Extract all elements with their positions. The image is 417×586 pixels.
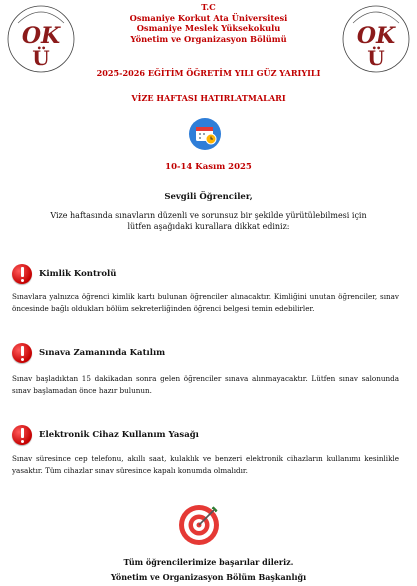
svg-text:Ü: Ü bbox=[32, 46, 50, 70]
header-department: Yönetim ve Organizasyon Bölümü bbox=[130, 33, 287, 44]
notice-title: VİZE HAFTASI HATIRLATMALARI bbox=[131, 93, 286, 103]
section-title: Sınava Zamanında Katılım bbox=[39, 348, 166, 358]
target-icon bbox=[177, 503, 221, 547]
section-punctuality bbox=[12, 343, 165, 363]
section-text: Sınav süresince cep telefonu, akıllı saat, kulaklık ve benzeri elektronik cihazların kullanımı kesinlikle yasaktır. Tüm cihazlar sınav süresince kapalı konumda olmalıdır. bbox=[12, 454, 399, 475]
section-title: Elektronik Cihaz Kullanım Yasağı bbox=[39, 430, 199, 440]
header-university: Osmaniye Korkut Ata Üniversitesi bbox=[129, 12, 288, 23]
section-title: Kimlik Kontrolü bbox=[39, 269, 117, 279]
header-tc: T.C bbox=[201, 2, 216, 12]
university-seal-right bbox=[341, 3, 411, 75]
svg-text:OK: OK bbox=[356, 23, 396, 49]
institution-header bbox=[80, 2, 337, 44]
alert-icon bbox=[12, 264, 32, 284]
greeting: Sevgili Öğrenciler, bbox=[164, 192, 253, 202]
svg-text:Ü: Ü bbox=[367, 46, 385, 70]
intro-text: Vize haftasında sınavların düzenli ve sorunsuz bir şekilde yürütülebilmesi için lütfen aşağıdaki kurallara dikkat ediniz: bbox=[50, 211, 367, 231]
closing-text: Tüm öğrencilerimize başarılar dileriz. bbox=[123, 557, 294, 567]
calendar-clock-icon bbox=[189, 118, 221, 150]
svg-text:OK: OK bbox=[21, 23, 61, 49]
section-device-ban bbox=[12, 425, 199, 445]
section-text: Sınav başladıktan 15 dakikadan sonra gelen öğrenciler sınava alınmayacaktır. Lütfen sınav salonunda sınav başlamadan önce hazır bulunun. bbox=[12, 374, 399, 395]
exam-date: 10-14 Kasım 2025 bbox=[165, 162, 252, 172]
header-school: Osmaniye Meslek Yüksekokulu bbox=[136, 23, 281, 34]
signature: Yönetim ve Organizasyon Bölüm Başkanlığı bbox=[110, 572, 307, 582]
alert-icon bbox=[12, 425, 32, 445]
university-seal-left bbox=[6, 3, 76, 75]
alert-icon bbox=[12, 343, 32, 363]
term-title: 2025-2026 EĞİTİM ÖĞRETİM YILI GÜZ YARIYILI bbox=[96, 68, 321, 78]
section-text: Sınavlara yalnızca öğrenci kimlik kartı bulunan öğrenciler alınacaktır. Kimliğini unutan öğrenciler, sınav öncesinde bağlı oldukları bölüm sekreterliğinden öğrenci belgesi temin edebilirler. bbox=[12, 292, 399, 313]
section-identity-check bbox=[12, 264, 116, 284]
